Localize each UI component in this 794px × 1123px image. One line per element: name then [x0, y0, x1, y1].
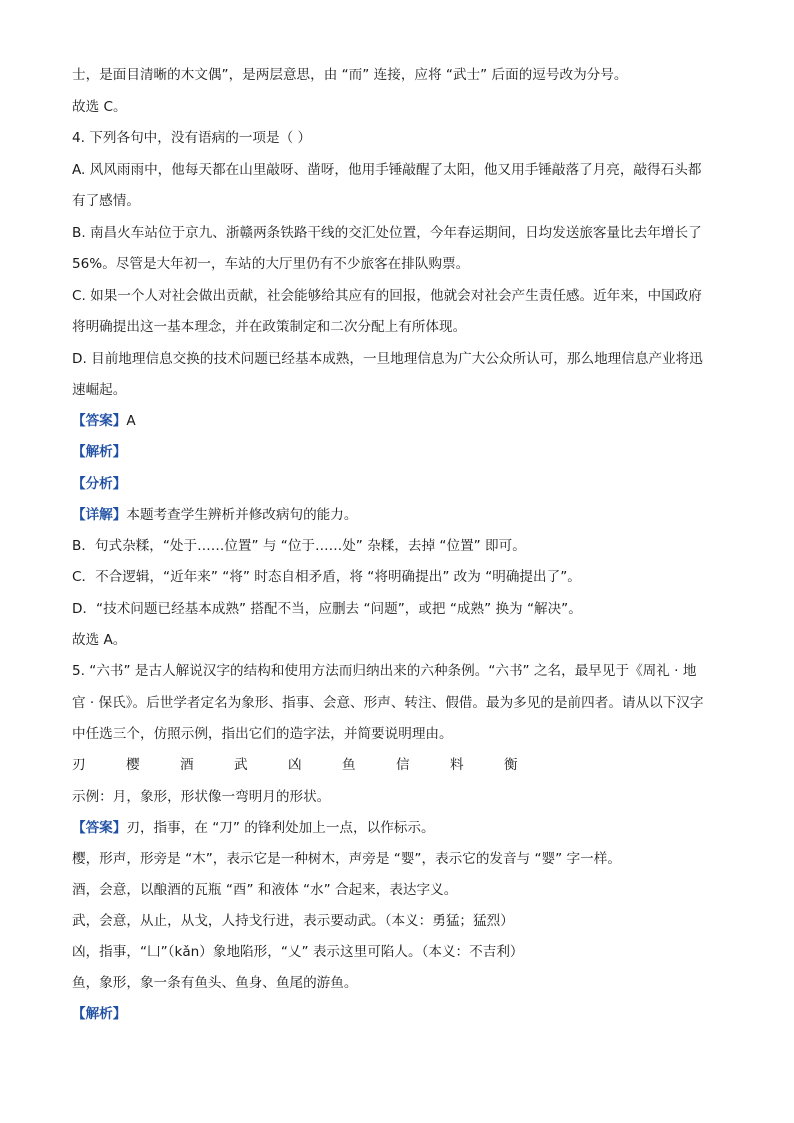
option-b-line-2: 56%。尽管是大年初一，车站的大厅里仍有不少旅客在排队购票。: [72, 256, 470, 272]
option-a-line-2: 有了感情。: [72, 193, 140, 209]
detail-explanation: [72, 505, 724, 525]
explanation-d: D．“技术问题已经基本成熟” 搭配不当，应删去 “问题”，或把 “成熟” 换为 “解决”。: [72, 601, 582, 617]
character: 刃: [72, 757, 86, 773]
analysis-tag: 【解析】: [72, 1006, 127, 1022]
answer-value: 刃，指事，在 “刀” 的锋利处加上一点，以作标示。: [126, 820, 435, 836]
detail-tag: 【详解】: [72, 507, 127, 523]
character: 樱: [126, 757, 140, 773]
question-5-line-3: 中任选三个，仿照示例，指出它们的造字法，并简要说明理由。: [72, 726, 453, 742]
character: 酒: [180, 757, 194, 773]
character: 衡: [504, 757, 518, 773]
answer-5-line: 凶，指事，“凵”（kǎn）象地陷形，“乂” 表示这里可陷人。（本义：不吉利）: [72, 944, 524, 960]
option-c-line-1: C. 如果一个人对社会做出贡献，社会能够给其应有的回报，他就会对社会产生责任感。近年来，中国政府: [72, 288, 702, 304]
answer-value: A: [126, 413, 136, 429]
character: 武: [234, 757, 248, 773]
fenxi-tag: 【分析】: [72, 476, 127, 492]
character-list: [72, 755, 724, 775]
option-c-line-2: 将明确提出这一基本理念，并在政策制定和二次分配上有所体现。: [72, 319, 467, 335]
character: 料: [450, 757, 464, 773]
option-d-line-2: 速崛起。: [72, 382, 127, 398]
text-line: 故选 C。: [72, 99, 127, 115]
answer-5-line: 樱，形声，形旁是 “木”，表示它是一种树木，声旁是 “婴”，表示它的发音与 “婴” 字一样。: [72, 851, 621, 867]
answer-tag: 【答案】: [72, 820, 127, 836]
answer-5-line: 鱼，象形，象一条有鱼头、鱼身、鱼尾的游鱼。: [72, 975, 358, 991]
answer-4: [72, 411, 724, 431]
explanation-c: C．不合逻辑，“近年来” “将” 时态自相矛盾，将 “将明确提出” 改为 “明确提出了”。: [72, 569, 581, 585]
question-4-stem: 4. 下列各句中，没有语病的一项是（ ）: [72, 130, 312, 146]
answer-5: [72, 818, 724, 838]
text-line: 故选 A。: [72, 632, 127, 648]
explanation-b: B．句式杂糅，“处于……位置” 与 “位于……处” 杂糅，去掉 “位置” 即可。: [72, 538, 526, 554]
option-d-line-1: D. 目前地理信息交换的技术问题已经基本成熟，一旦地理信息为广大公众所认可，那么地理信息产业将迅: [72, 351, 703, 367]
example-line: 示例：月，象形，形状像一弯明月的形状。: [72, 789, 331, 805]
question-5-line-1: 5. “六书” 是古人解说汉字的结构和使用方法而归纳出来的六种条例。“六书” 之名，最早见于《周礼 · 地: [72, 663, 697, 679]
option-b-line-1: B. 南昌火车站位于京九、浙赣两条铁路干线的交汇处位置，今年春运期间，日均发送旅客量比去年增长了: [72, 225, 702, 241]
answer-5-line: 酒，会意，以酿酒的瓦瓶 “酉” 和液体 “水” 合起来，表达字义。: [72, 882, 458, 898]
text-line: 士，是面目清晰的木文偶”，是两层意思，由 “而” 连接，应将 “武士” 后面的逗号改为分号。: [72, 67, 628, 83]
answer-5-line: 武，会意，从止，从戈，人持戈行进，表示要动武。（本义：勇猛；猛烈）: [72, 913, 514, 929]
character: 凶: [288, 757, 302, 773]
character: 信: [396, 757, 410, 773]
detail-text: 本题考查学生辨析并修改病句的能力。: [126, 507, 358, 523]
option-a-line-1: A. 风风雨雨中，他每天都在山里敲呀、凿呀，他用手锤敲醒了太阳，他又用手锤敲落了月亮，敲得石头都: [72, 162, 702, 178]
answer-tag: 【答案】: [72, 413, 127, 429]
analysis-tag: 【解析】: [72, 444, 127, 460]
question-5-line-2: 官 · 保氏》。后世学者定名为象形、指事、会意、形声、转注、假借。最为多见的是前四者。请从以下汉字: [72, 695, 704, 711]
character: 鱼: [342, 757, 356, 773]
